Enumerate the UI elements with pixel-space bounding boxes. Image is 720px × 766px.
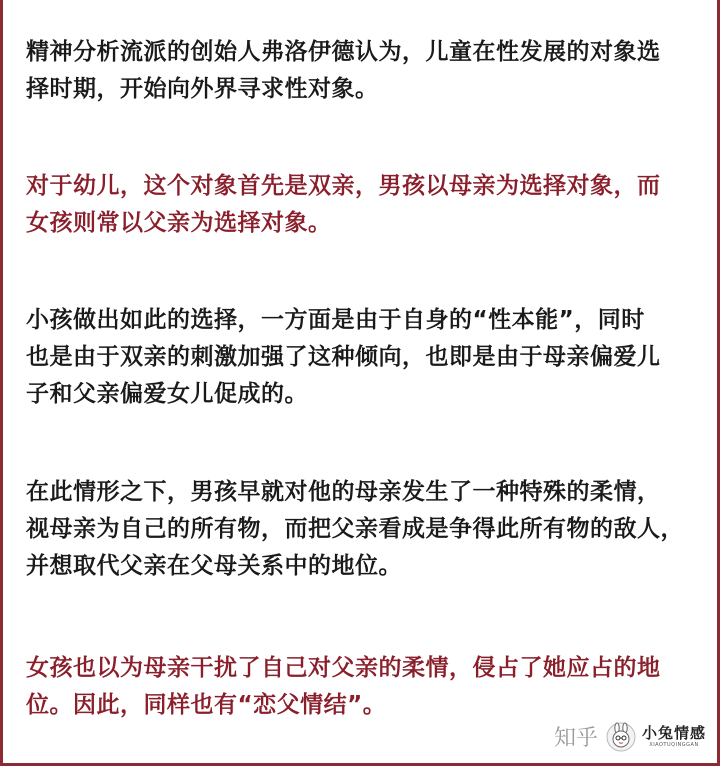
brand-name: 小兔情感: [641, 723, 706, 742]
paragraph-5-line-2: 位。因此，同样也有“恋父情结”。: [26, 692, 387, 718]
watermark: [554, 721, 706, 752]
paragraph-3-line-3: 子和父亲偏爱女儿促成的。: [26, 381, 308, 407]
paragraph-4-line-3: 并想取代父亲在父母关系中的地位。: [26, 553, 402, 579]
rabbit-avatar-icon: [606, 722, 636, 752]
paragraph-1-line-1: 精神分析流派的创始人弗洛伊德认为，儿童在性发展的对象选: [26, 39, 661, 65]
brand-name-pinyin: XIAOTUQINGGAN: [649, 741, 699, 748]
paragraph-5-line-1: 女孩也以为母亲干扰了自己对父亲的柔情，侵占了她应占的地: [26, 655, 661, 681]
paragraph-5: [26, 650, 706, 724]
paragraph-4-line-1: 在此情形之下，男孩早就对他的母亲发生了一种特殊的柔情，: [26, 479, 661, 505]
paragraph-3-line-2: 也是由于双亲的刺激加强了这种倾向，也即是由于母亲偏爱儿: [26, 344, 661, 370]
paragraph-1-line-2: 择时期，开始向外界寻求性对象。: [26, 76, 379, 102]
paragraph-4-line-2: 视母亲为自己的所有物，而把父亲看成是争得此所有物的敌人，: [26, 516, 684, 542]
paragraph-4: [26, 474, 706, 585]
paragraph-3: [26, 302, 706, 413]
paragraph-1: [26, 34, 706, 108]
paragraph-3-line-1: 小孩做出如此的选择，一方面是由于自身的“性本能”，同时: [26, 307, 645, 333]
paragraph-2-line-1: 对于幼儿，这个对象首先是双亲，男孩以母亲为选择对象，而: [26, 173, 661, 199]
zhihu-watermark-text: 知乎: [553, 726, 598, 751]
paragraph-2-line-2: 女孩则常以父亲为选择对象。: [26, 210, 332, 236]
brand-logo: [641, 723, 706, 748]
paragraph-2: [26, 168, 706, 242]
